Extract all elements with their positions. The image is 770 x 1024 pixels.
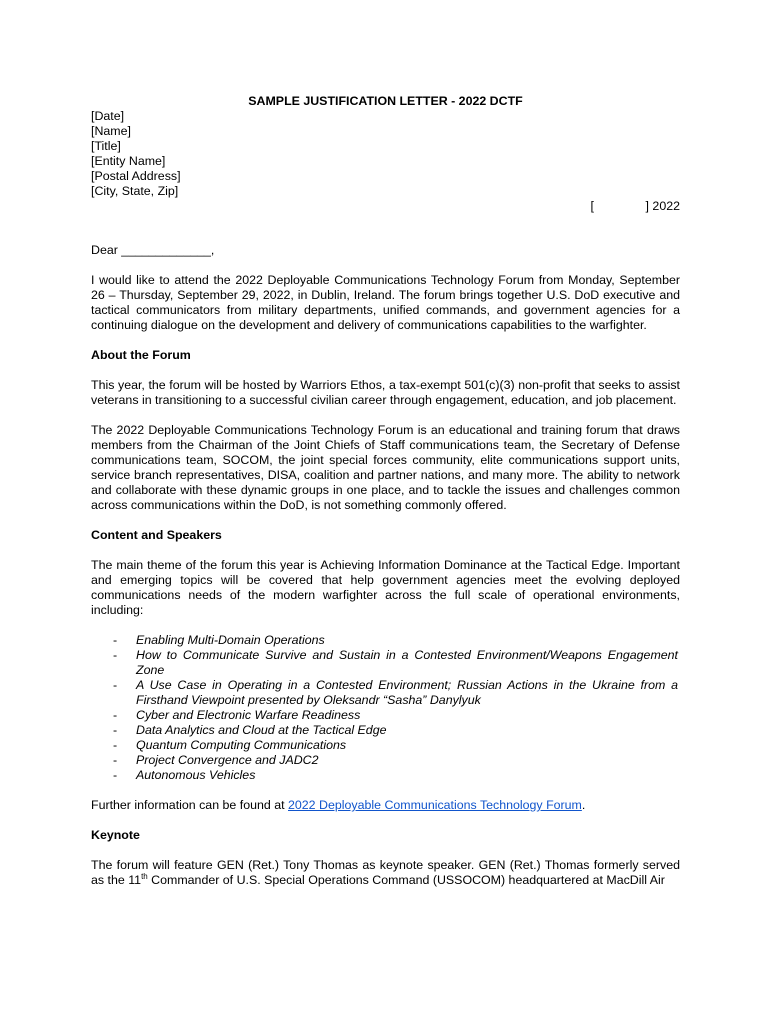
about-paragraph-2: The 2022 Deployable Communications Technology Forum is an educational and training forum that draws members from the Chairman of the Joint Chiefs of Staff communications team, the Secretary of Defense communications team, SOCOM, the joint special forces community, elite communications support units, service branch representatives, DISA, coalition and partner nations, and many more. The ability to network and collaborate with these dynamic groups in one place, and to tackle the issues and challenges common across communications within the DoD, is not something commonly offered. <box>91 423 680 512</box>
topic-text: Cyber and Electronic Warfare Readiness <box>136 708 361 722</box>
topic-text: Quantum Computing Communications <box>136 738 347 752</box>
topic-text: A Use Case in Operating in a Contested Environment; Russian Actions in the Ukraine from a Firsthand Viewpoint presented by Oleksandr “Sasha” Danylyuk <box>136 678 678 707</box>
about-paragraph-1: This year, the forum will be hosted by Warriors Ethos, a tax-exempt 501(c)(3) non-profit that seeks to assist veterans in transitioning to a successful civilian career through engagement, education, and job placement. <box>91 378 680 407</box>
about-heading: About the Forum <box>91 348 191 362</box>
further-info-suffix: . <box>581 798 586 812</box>
address-line-date: [Date] <box>91 109 125 123</box>
topic-text: Project Convergence and JADC2 <box>136 753 319 767</box>
bullet-dash: - <box>113 678 118 692</box>
address-line-postal: [Postal Address] <box>91 169 181 183</box>
salutation: Dear _____________, <box>91 243 215 257</box>
list-item <box>91 753 680 768</box>
list-item <box>91 678 680 708</box>
address-line-entity: [Entity Name] <box>91 154 166 168</box>
bullet-dash: - <box>113 723 118 737</box>
list-item <box>91 768 680 783</box>
keynote-text-2: Commander of U.S. Special Operations Command (USSOCOM) headquartered at MacDill Air <box>147 873 665 887</box>
list-item <box>91 708 680 723</box>
further-info-paragraph <box>91 798 680 813</box>
content-heading: Content and Speakers <box>91 528 222 542</box>
address-line-city: [City, State, Zip] <box>91 184 179 198</box>
keynote-paragraph <box>91 858 680 888</box>
address-block <box>91 109 680 199</box>
list-item <box>91 738 680 753</box>
list-item <box>91 633 680 648</box>
bullet-dash: - <box>113 768 118 782</box>
forum-link[interactable]: 2022 Deployable Communications Technology Forum <box>288 798 582 812</box>
bullet-dash: - <box>113 738 118 752</box>
address-line-name: [Name] <box>91 124 131 138</box>
list-item <box>91 648 680 678</box>
letter-body <box>91 94 680 888</box>
topics-list <box>91 633 680 783</box>
topic-text: Autonomous Vehicles <box>136 768 256 782</box>
letter-title: SAMPLE JUSTIFICATION LETTER - 2022 DCTF <box>248 94 523 108</box>
content-paragraph: The main theme of the forum this year is Achieving Information Dominance at the Tactical Edge. Important and emerging topics will be covered that help government agencies meet the evolving deployed communications needs of the modern warfighter across the full scale of operational environments, including: <box>91 558 680 617</box>
topic-text: Data Analytics and Cloud at the Tactical Edge <box>136 723 387 737</box>
keynote-heading: Keynote <box>91 828 140 842</box>
bullet-dash: - <box>113 753 118 767</box>
intro-paragraph: I would like to attend the 2022 Deployable Communications Technology Forum from Monday, September 26 – Thursday, September 29, 2022, in Dublin, Ireland. The forum brings together U.S. DoD executive and tactical communicators from military departments, unified commands, and government agencies for a continuing dialogue on the development and delivery of communications capabilities to the warfighter. <box>91 273 680 332</box>
ordinal-superscript: th <box>141 872 148 881</box>
bullet-dash: - <box>113 648 118 662</box>
topic-text: How to Communicate Survive and Sustain in a Contested Environment/Weapons Engagement Zone <box>136 648 678 677</box>
list-item <box>91 723 680 738</box>
bullet-dash: - <box>113 708 118 722</box>
topic-text: Enabling Multi-Domain Operations <box>136 633 325 647</box>
bullet-dash: - <box>113 633 118 647</box>
address-line-title: [Title] <box>91 139 121 153</box>
date-line: [ ] 2022 <box>590 199 680 213</box>
keynote-text-1: The forum will feature GEN (Ret.) Tony Thomas as keynote speaker. GEN (Ret.) Thomas formerly served as the 11 <box>91 858 680 887</box>
further-info-prefix: Further information can be found at <box>91 798 288 812</box>
